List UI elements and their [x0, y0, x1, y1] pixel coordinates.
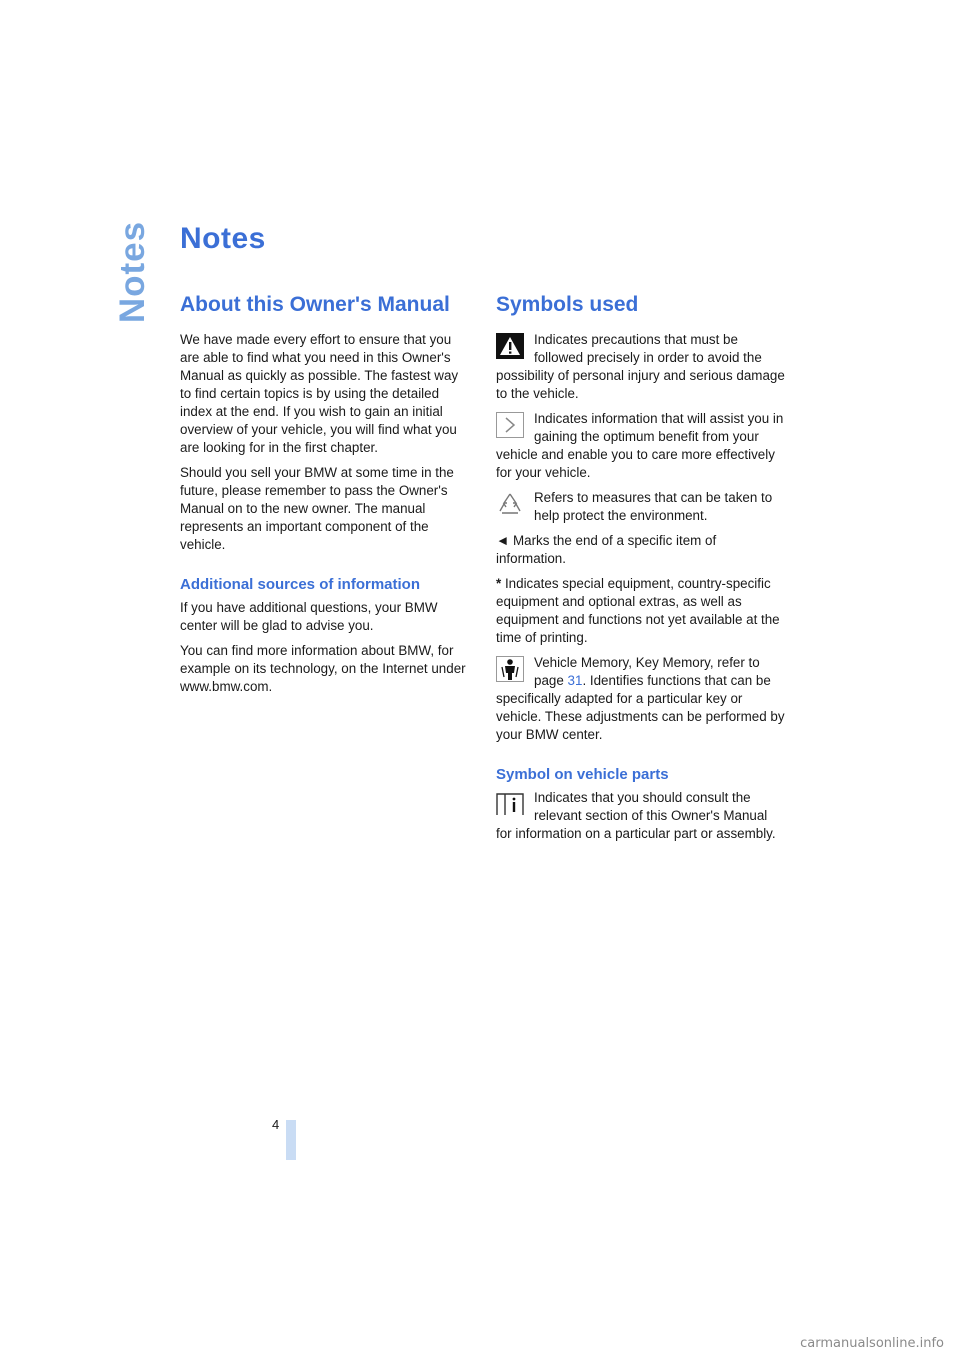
subheading-vehicle-parts: Symbol on vehicle parts [496, 766, 669, 783]
symbol-text: Indicates information that will assist you in gaining the optimum benefit from your vehicle and enable you to care more effectively for your vehicle. [496, 411, 784, 480]
symbol-text: Indicates that you should consult the relevant section of this Owner's Manual for information on a particular part or assembly. [496, 790, 776, 841]
symbol-text: Indicates precautions that must be followed precisely in order to avoid the possibility of personal injury and serious damage to the vehicle. [496, 332, 785, 401]
special-equipment-paragraph [496, 575, 786, 647]
symbol-parts [496, 789, 786, 843]
person-memory-icon [496, 656, 524, 682]
paragraph: If you have additional questions, your BMW center will be glad to advise you. [180, 600, 438, 633]
page-reference-link[interactable]: 31 [567, 673, 583, 688]
symbol-memory [496, 654, 786, 744]
symbol-warning [496, 331, 786, 403]
recycle-icon [496, 491, 524, 517]
symbol-text: Indicates special equipment, country-specific equipment and optional extras, as well as equipment and functions not yet available at the time of printing. [496, 576, 780, 645]
paragraph: We have made every effort to ensure that you are able to find what you need in this Owner's Manual as quickly as possible. The fastest way to find certain topics is by using the detailed index at the end. If you wish to gain an initial overview of your vehicle, you will find what you are looking for in the first chapter. [180, 332, 459, 455]
right-column [496, 293, 786, 850]
symbol-info [496, 410, 786, 482]
symbol-environment [496, 489, 786, 525]
info-arrow-icon [496, 412, 524, 438]
warning-icon [496, 333, 524, 359]
manual-book-icon [496, 791, 524, 817]
paragraph: Should you sell your BMW at some time in the future, please remember to pass the Owner's Manual on to the new owner. The manual represents an important component of the vehicle. [180, 465, 454, 552]
symbol-text: Refers to measures that can be taken to help protect the environment. [534, 490, 773, 523]
symbol-text [496, 654, 786, 744]
section-heading-manual: About this Owner's Manual [180, 293, 450, 316]
star-glyph: * [496, 576, 502, 591]
memory-text-a: Vehicle Memory, Key Memory, refer to page [534, 655, 760, 688]
paragraph: You can find more information about BMW, for example on its technology, on the Internet under www.bmw.com. [180, 643, 466, 694]
page-title: Notes [180, 222, 266, 255]
memory-text-b: . Identifies functions that can be specifically adapted for a particular key or vehicle. These adjustments can be performed by your BMW center. [496, 673, 785, 742]
watermark: carmanualsonline.info [800, 1336, 944, 1351]
side-tab [110, 222, 156, 322]
page-bar [286, 1120, 296, 1160]
page-number: 4 [272, 1117, 280, 1132]
subheading-sources: Additional sources of information [180, 576, 421, 593]
end-mark-paragraph [496, 532, 786, 568]
end-mark-glyph: ◄ [496, 533, 510, 548]
left-column [180, 293, 470, 703]
side-tab-label: Notes [113, 220, 152, 324]
symbol-text: Marks the end of a specific item of information. [496, 533, 717, 566]
section-heading-symbols: Symbols used [496, 293, 639, 316]
